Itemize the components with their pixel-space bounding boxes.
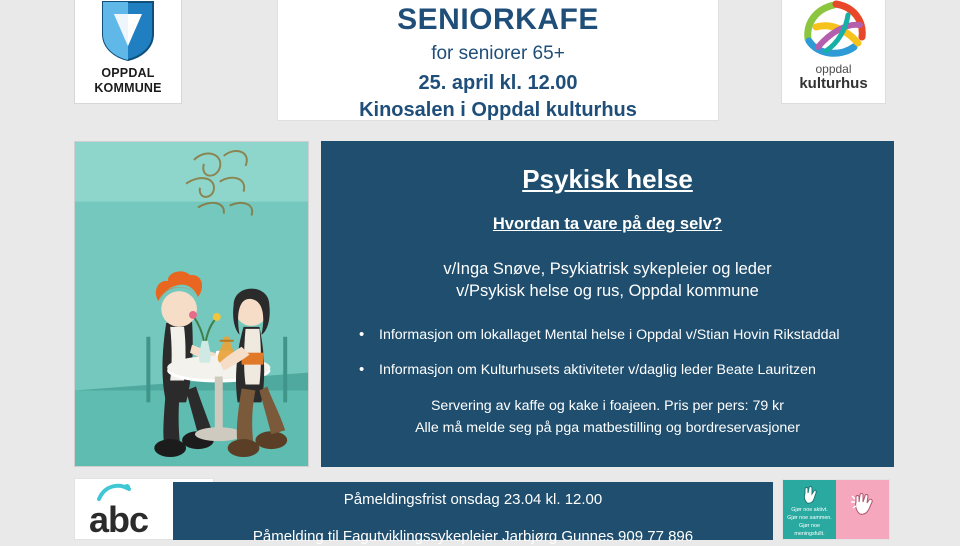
- peace-hand-icon: [800, 485, 820, 505]
- kommune-logo-line2: KOMMUNE: [94, 80, 162, 95]
- list-item: • Informasjon om Kulturhusets aktiviteter v/daglig leder Beate Lauritzen: [335, 361, 880, 379]
- event-place: Kinosalen i Oppdal kulturhus: [359, 98, 637, 121]
- kulturhus-logo-line2: kulturhus: [799, 75, 868, 93]
- note-line-2: Alle må melde seg på pga matbestilling og bordreservasjoner: [415, 420, 800, 437]
- list-item: • Informasjon om lokallaget Mental helse i Oppdal v/Stian Hovin Rikstaddal: [335, 326, 880, 344]
- oppdal-kommune-logo: [74, 0, 182, 104]
- note-line-1: Servering av kaffe og kake i foajeen. Pris per pers: 79 kr: [430, 398, 785, 415]
- speaker-line-2: v/Psykisk helse og rus, Oppdal kommune: [456, 281, 759, 300]
- page-title: SENIORKAFE: [397, 3, 599, 36]
- main-content-panel: [321, 141, 894, 467]
- header-box: [277, 0, 719, 121]
- abc-logo-text: abc: [89, 499, 149, 540]
- oppdal-kulturhus-logo: [781, 0, 886, 104]
- campaign-badges: [782, 479, 890, 540]
- cafe-illustration: [74, 141, 309, 467]
- shield-icon: [101, 0, 155, 62]
- pink-badge: [836, 480, 889, 539]
- badge-slogan: Gjør noe aktivt. Gjør noe sammen. Gjør noe meningsfullt.: [787, 507, 832, 538]
- registration-deadline: Påmeldingsfrist onsdag 23.04 kl. 12.00: [343, 491, 603, 508]
- registration-contact: Påmelding til Fagutviklingssykepleier Jarbjørg Gunnes 909 77 896: [252, 528, 694, 545]
- registration-panel: [173, 482, 773, 545]
- event-date: 25. april kl. 12.00: [418, 71, 578, 94]
- header-subtitle: for seniorer 65+: [431, 43, 565, 64]
- speaker-line-1: v/Inga Snøve, Psykiatrisk sykepleier og leder: [443, 259, 772, 278]
- info-bullet-list: [335, 326, 880, 379]
- panel-subtitle: Hvordan ta vare på deg selv?: [492, 214, 723, 233]
- teal-badge: [783, 480, 836, 539]
- colorful-swirl-icon: [796, 0, 872, 61]
- kulturhus-logo-line1: oppdal: [815, 62, 852, 76]
- panel-title: Psykisk helse: [522, 164, 693, 194]
- waving-hand-icon: [850, 492, 876, 516]
- kommune-logo-line1: OPPDAL: [101, 66, 155, 81]
